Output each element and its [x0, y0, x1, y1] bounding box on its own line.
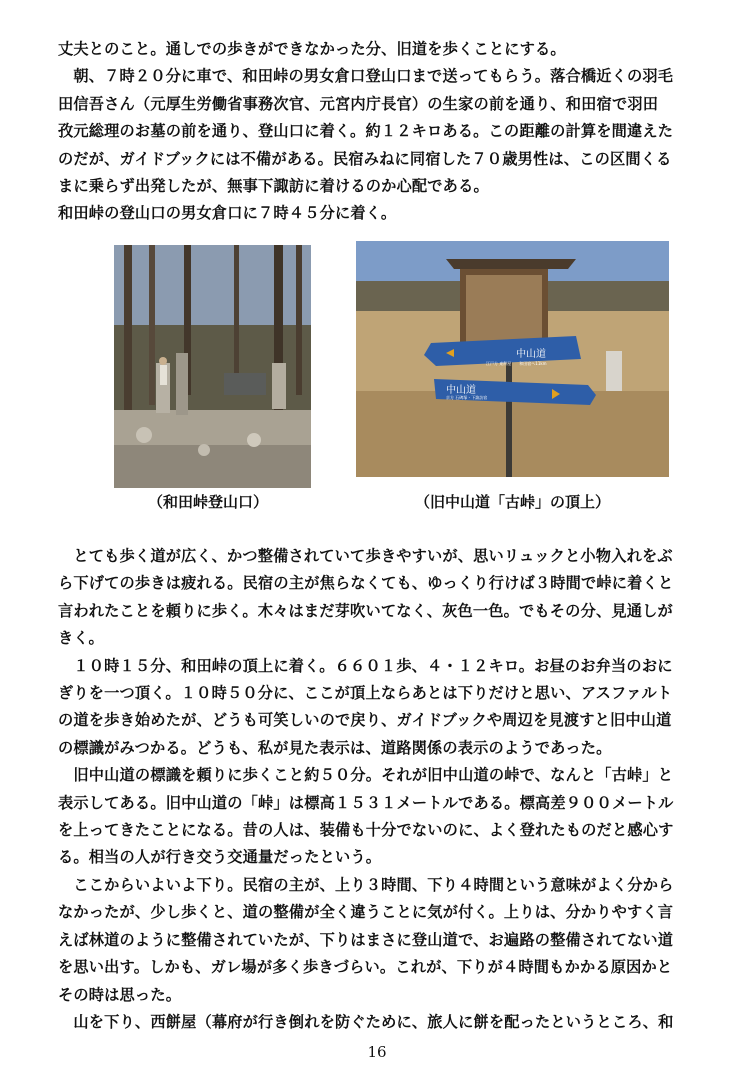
sign-lower-label: 中山道 — [446, 385, 476, 396]
text-line: とても歩く道が広く、かつ整備されていて歩きやすいが、思いリュックと小物入れをぶ — [58, 547, 673, 565]
text-line: を思い出す。しかも、ガレ場が多く歩きづらい。これが、下りが４時間もかかる原因かと — [58, 958, 673, 977]
text-line: 表示してある。旧中山道の「峠」は標高１５３１メートルである。標高差９００メートル — [58, 793, 674, 812]
caption-signpost: （旧中山道「古峠」の頂上） — [415, 493, 611, 511]
text-line: えば林道のように整備されていたが、下りはまさに登山道で、お遍路の整備されてない道 — [58, 930, 674, 949]
text-line: の道を歩き始めたが、どうも可笑しいので戻り、ガイドブックや周辺を見渡すと旧中山道 — [58, 711, 672, 730]
text-line: １０時１５分、和田峠の頂上に着く。６６０１歩、４・１２キロ。お昼のお弁当のおに — [58, 656, 673, 675]
paragraph-main — [58, 543, 708, 1036]
text-line: 言われたことを頼りに歩く。木々はまだ芽吹いてなく、灰色一色。でもその分、見通しが — [58, 601, 673, 620]
sign-lower-sub: 京方 石碑塚・下諏訪宿 — [446, 395, 488, 400]
text-line: 和田峠の登山口の男女倉口に７時４５分に着く。 — [58, 204, 397, 223]
text-line: る。相当の人が行き交う交通量だったという。 — [58, 848, 382, 867]
text-line: 山を下り、西餅屋（幕府が行き倒れを防ぐために、旅人に餅を配ったというところ、和 — [58, 1012, 674, 1031]
text-line: なかったが、少し歩くと、道の整備が全く違うことに気が付く。上りは、分かりやすく言 — [58, 903, 674, 922]
text-line: その時は思った。 — [58, 985, 182, 1004]
page-number: 16 — [367, 1043, 387, 1061]
text-line: 旧中山道の標識を頼りに歩くこと約５０分。それが旧中山道の峠で、なんと「古峠」と — [58, 766, 674, 785]
text-line: 孜元総理のお墓の前を通り、登山口に着く。約１２キロある。この距離の計算を間違えた — [58, 122, 674, 141]
text-line: のだが、ガイドブックには不備がある。民宿みねに同宿した７０歳男性は、この区間くる — [58, 149, 672, 168]
text-line: ぎりを一つ頂く。１０時５０分に、ここが頂上ならあとは下りだけと思い、アスファルト — [58, 684, 673, 703]
photo-signpost — [356, 241, 669, 477]
sign-upper-sub: 江戸方 東餅屋 和田宿へ11km — [486, 361, 547, 366]
photo-trailhead — [114, 245, 311, 488]
text-line: 朝、７時２０分に車で、和田峠の男女倉口登山口まで送ってもらう。落合橋近くの羽毛 — [58, 67, 674, 86]
text-line: 丈夫とのこと。通しでの歩きができなかった分、旧道を歩くことにする。 — [58, 40, 566, 58]
text-line: まに乗らず出発したが、無事下諏訪に着けるのか心配である。 — [58, 177, 489, 196]
sign-upper-label: 中山道 — [516, 349, 546, 360]
text-line: を上ってきたことになる。昔の人は、装備も十分でないのに、よく登れたものだと感心す — [58, 821, 674, 840]
paragraph-intro — [58, 36, 708, 228]
text-line: ら下げての歩きは疲れる。民宿の主が焦らなくても、ゆっくり行けば３時間で峠に着くと — [58, 574, 674, 593]
text-line: きく。 — [58, 629, 104, 648]
text-line: ここからいよいよ下り。民宿の主が、上り３時間、下り４時間という意味がよく分から — [58, 875, 674, 894]
text-line: 田信吾さん（元厚生労働省事務次官、元宮内庁長官）の生家の前を通り、和田宿で羽田 — [58, 94, 659, 113]
text-line: の標識がみつかる。どうも、私が見た表示は、道路関係の表示のようであった。 — [58, 738, 612, 757]
caption-trailhead: （和田峠登山口） — [148, 493, 269, 511]
